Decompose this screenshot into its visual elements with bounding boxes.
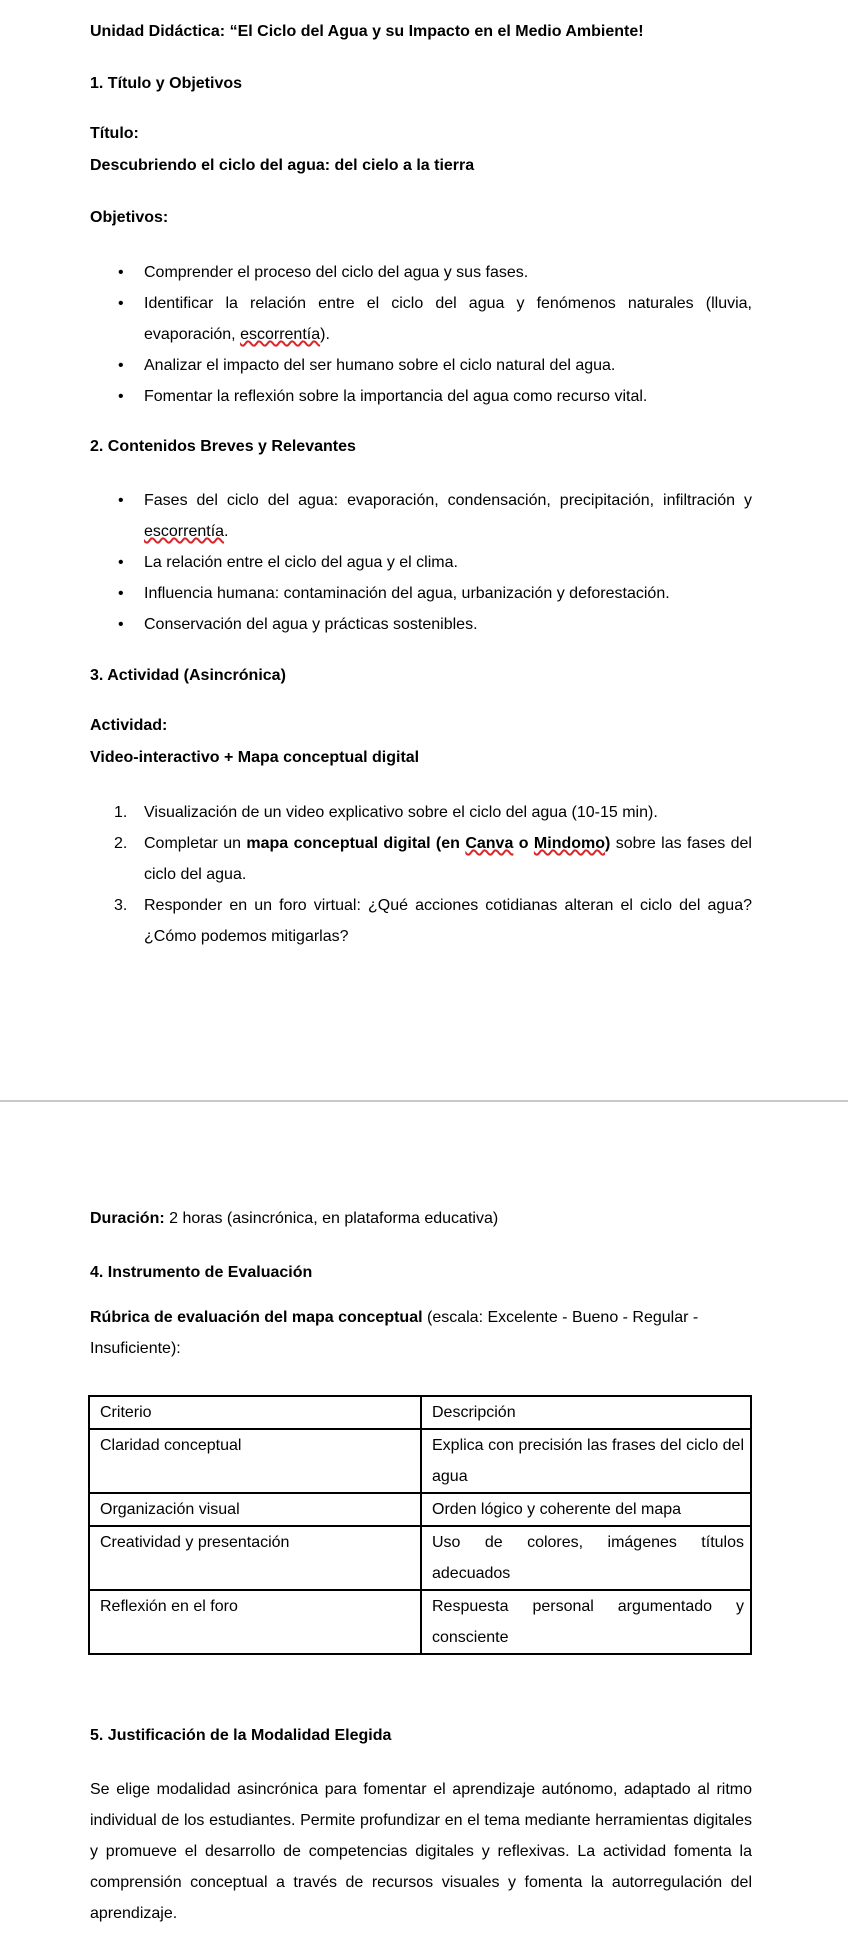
table-header-cell: Descripción: [421, 1396, 751, 1429]
bullet-icon: •: [118, 616, 124, 633]
bullet-icon: •: [118, 264, 124, 281]
bullet-icon: •: [118, 554, 124, 571]
section-3-heading: 3. Actividad (Asincrónica): [90, 667, 286, 684]
unit-title: Unidad Didáctica: “El Ciclo del Agua y su Impacto en el Medio Ambiente!: [90, 23, 644, 40]
titulo-text: Descubriendo el ciclo del agua: del cielo a la tierra: [90, 157, 475, 174]
actividad-text: Video-interactivo + Mapa conceptual digital: [90, 749, 420, 766]
list-item: • La relación entre el ciclo del agua y el clima.: [90, 547, 752, 578]
justification-text: Se elige modalidad asincrónica para fomentar el aprendizaje autónomo, adaptado al ritmo individual de los estudiantes. Permite profundizar en el tema mediante herramientas digitales y promueve el desarrollo de competencias digitales y reflexivas. La actividad fomenta la comprensión conceptual a través de recursos visuales y fomenta la autorregulación del aprendizaje.: [90, 1781, 752, 1922]
section-5-heading: 5. Justificación de la Modalidad Elegida: [90, 1727, 392, 1744]
table-cell: Claridad conceptual: [89, 1429, 421, 1493]
table-cell: Reflexión en el foro: [89, 1590, 421, 1654]
table-row: [89, 1493, 751, 1526]
table-row: [89, 1526, 751, 1590]
list-item: 3. Responder en un foro virtual: ¿Qué acciones cotidianas alteran el ciclo del agua? ¿Cómo podemos mitigarlas?: [114, 897, 752, 945]
bullet-icon: •: [118, 295, 124, 312]
activity-steps: [90, 797, 752, 952]
section-4-heading: 4. Instrumento de Evaluación: [90, 1264, 313, 1281]
table-cell: Organización visual: [89, 1493, 421, 1526]
list-item: 1. Visualización de un video explicativo sobre el ciclo del agua (10-15 min).: [114, 804, 658, 821]
objectives-list: [90, 257, 752, 412]
list-item: • Conservación del agua y prácticas sostenibles.: [90, 609, 752, 640]
document-page-2: [0, 1102, 848, 1955]
section-1-heading: 1. Título y Objetivos: [90, 75, 243, 92]
table-row: [89, 1396, 751, 1429]
rubric-table: [88, 1395, 752, 1655]
contents-list: [90, 485, 752, 640]
table-cell: Uso de colores, imágenes títulos adecuados: [421, 1526, 751, 1590]
list-item: • Fases del ciclo del agua: evaporación, condensación, precipitación, infiltración y escorrentía.: [90, 485, 752, 547]
list-item: 2. Completar un mapa conceptual digital (en Canva o Mindomo) sobre las fases del ciclo del agua.: [114, 835, 752, 883]
actividad-label: Actividad:: [90, 717, 168, 734]
bullet-icon: •: [118, 492, 124, 509]
table-row: [89, 1590, 751, 1654]
table-row: [89, 1429, 751, 1493]
section-2-heading: 2. Contenidos Breves y Relevantes: [90, 438, 356, 455]
bullet-icon: •: [118, 585, 124, 602]
objetivos-label: Objetivos:: [90, 209, 169, 226]
table-cell: Creatividad y presentación: [89, 1526, 421, 1590]
list-item: • Influencia humana: contaminación del agua, urbanización y deforestación.: [90, 578, 752, 609]
bullet-icon: •: [118, 357, 124, 374]
list-item: • Identificar la relación entre el ciclo del agua y fenómenos naturales (lluvia, evaporación, escorrentía).: [90, 288, 752, 350]
table-cell: Respuesta personal argumentado y consciente: [421, 1590, 751, 1654]
bullet-icon: •: [118, 388, 124, 405]
duration-line: Duración: 2 horas (asincrónica, en plataforma educativa): [90, 1210, 499, 1227]
spelling-error: Mindomo: [533, 835, 606, 852]
table-header-cell: Criterio: [89, 1396, 421, 1429]
list-item: • Comprender el proceso del ciclo del agua y sus fases.: [90, 257, 752, 288]
table-cell: Orden lógico y coherente del mapa: [421, 1493, 751, 1526]
list-item: • Fomentar la reflexión sobre la importancia del agua como recurso vital.: [90, 381, 752, 412]
list-item: • Analizar el impacto del ser humano sobre el ciclo natural del agua.: [90, 350, 752, 381]
spelling-error: escorrentía: [240, 326, 321, 343]
table-cell: Explica con precisión las frases del ciclo del agua: [421, 1429, 751, 1493]
titulo-label: Título:: [90, 125, 139, 142]
spelling-error: Canva: [465, 835, 514, 852]
spelling-error: escorrentía: [144, 523, 225, 540]
rubric-intro: Rúbrica de evaluación del mapa conceptual (escala: Excelente - Bueno - Regular - Insuficiente):: [90, 1309, 699, 1357]
